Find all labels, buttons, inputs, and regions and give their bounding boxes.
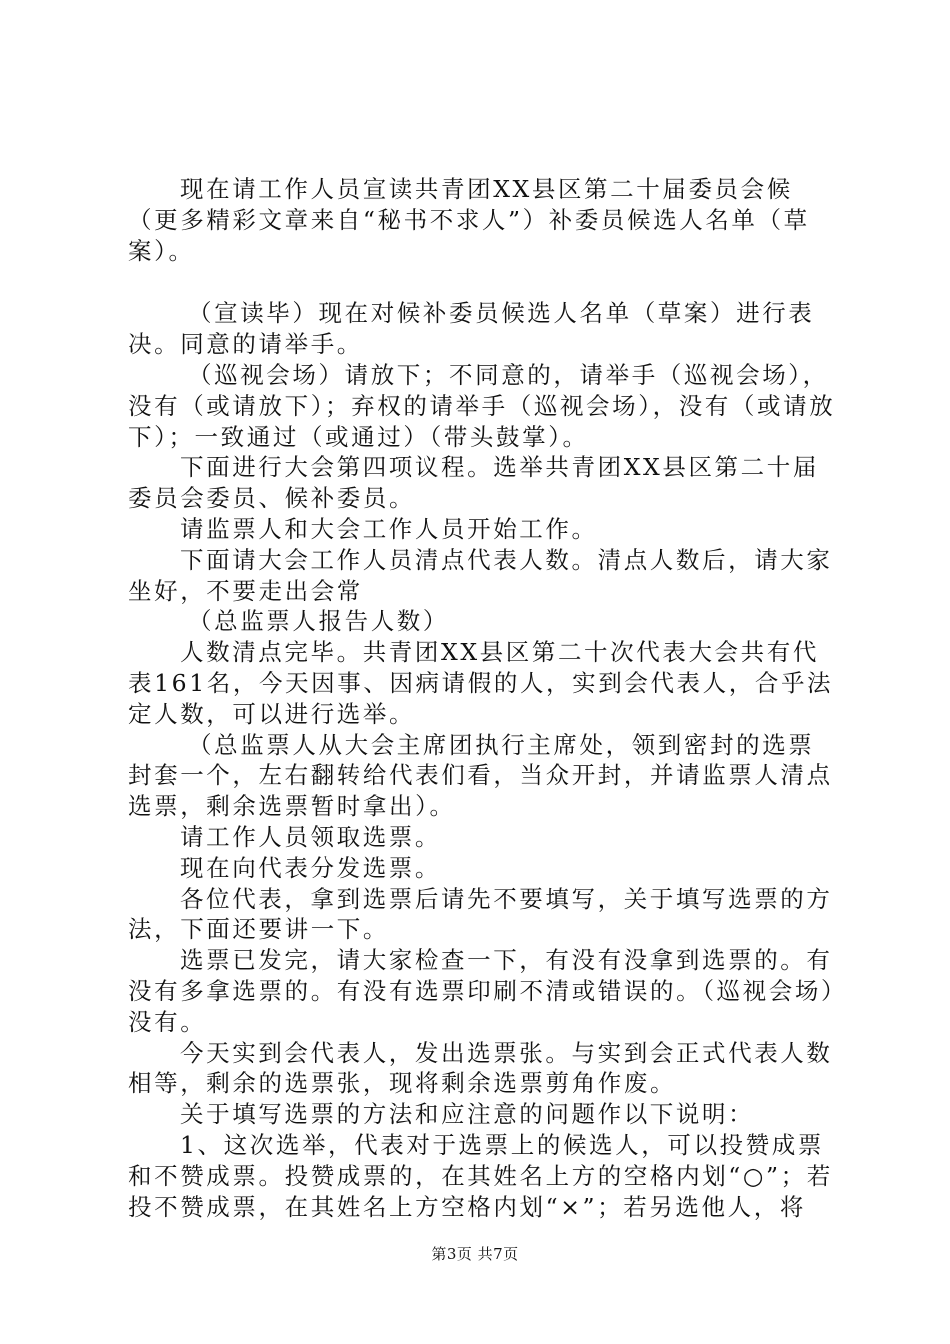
paragraph-do-not-fill: 各位代表，拿到选票后请先不要填写，关于填写选票的方法，下面还要讲一下。 bbox=[128, 884, 833, 944]
paragraph-check-ballots: 选票已发完，请大家检查一下，有没有没拿到选票的。有没有多拿选票的。有没有选票印刷不清或错误的。（巡视会场）没有。 bbox=[128, 946, 836, 1036]
paragraph-agenda-item-four: 下面进行大会第四项议程。选举共青团XX县区第二十届委员会委员、候补委员。 bbox=[128, 453, 819, 513]
paragraph-count-complete: 人数清点完毕。共青团XX县区第二十次代表大会共有代表161名，今天因事、因病请假的人，实到会代表人，合乎法定人数，可以进行选举。 bbox=[128, 638, 834, 728]
paragraph-ballot-envelope: （总监票人从大会主席团执行主席处，领到密封的选票封套一个，左右翻转给代表们看，当众开封，并请监票人清点选票，剩余选票暂时拿出）。 bbox=[128, 730, 833, 821]
page-number-footer: 第3页 共7页 bbox=[431, 1245, 519, 1263]
paragraph-vote-list: （宣读毕）现在对候补委员候选人名单（草案）进行表决。同意的请举手。 bbox=[128, 299, 815, 359]
paragraph-instruction-one: 1、这次选举，代表对于选票上的候选人，可以投赞成票和不赞成票。投赞成票的，在其姓名上方的空格内划“○”；若投不赞成票，在其姓名上方空格内划“×”；若另选他人，将 bbox=[128, 1130, 833, 1221]
paragraph-instructions-intro: 关于填写选票的方法和应注意的问题作以下说明： bbox=[180, 1100, 755, 1129]
document-body bbox=[128, 174, 840, 1222]
paragraph-report-count: （总监票人报告人数） bbox=[188, 607, 449, 636]
paragraph-reading-list: 现在请工作人员宣读共青团XX县区第二十届委员会候（更多精彩文章来自“秘书不求人”）补委员候选人名单（草案）。 bbox=[128, 175, 810, 265]
paragraph-ballots-issued: 今天实到会代表人，发出选票张。与实到会正式代表人数相等，剩余的选票张，现将剩余选票剪角作废。 bbox=[128, 1038, 833, 1098]
paragraph-distribute-ballots: 现在向代表分发选票。 bbox=[180, 853, 441, 882]
paragraph-count-delegates: 下面请大会工作人员清点代表人数。清点人数后，请大家坐好，不要走出会常 bbox=[128, 545, 833, 605]
paragraph-collect-ballots: 请工作人员领取选票。 bbox=[180, 822, 441, 851]
paragraph-vote-procedure: （巡视会场）请放下；不同意的，请举手（巡视会场），没有（或请放下）；弃权的请举手（巡视会场），没有（或请放下）；一致通过（或通过）（带头鼓掌）。 bbox=[128, 360, 836, 451]
paragraph-start-work: 请监票人和大会工作人员开始工作。 bbox=[180, 514, 598, 543]
